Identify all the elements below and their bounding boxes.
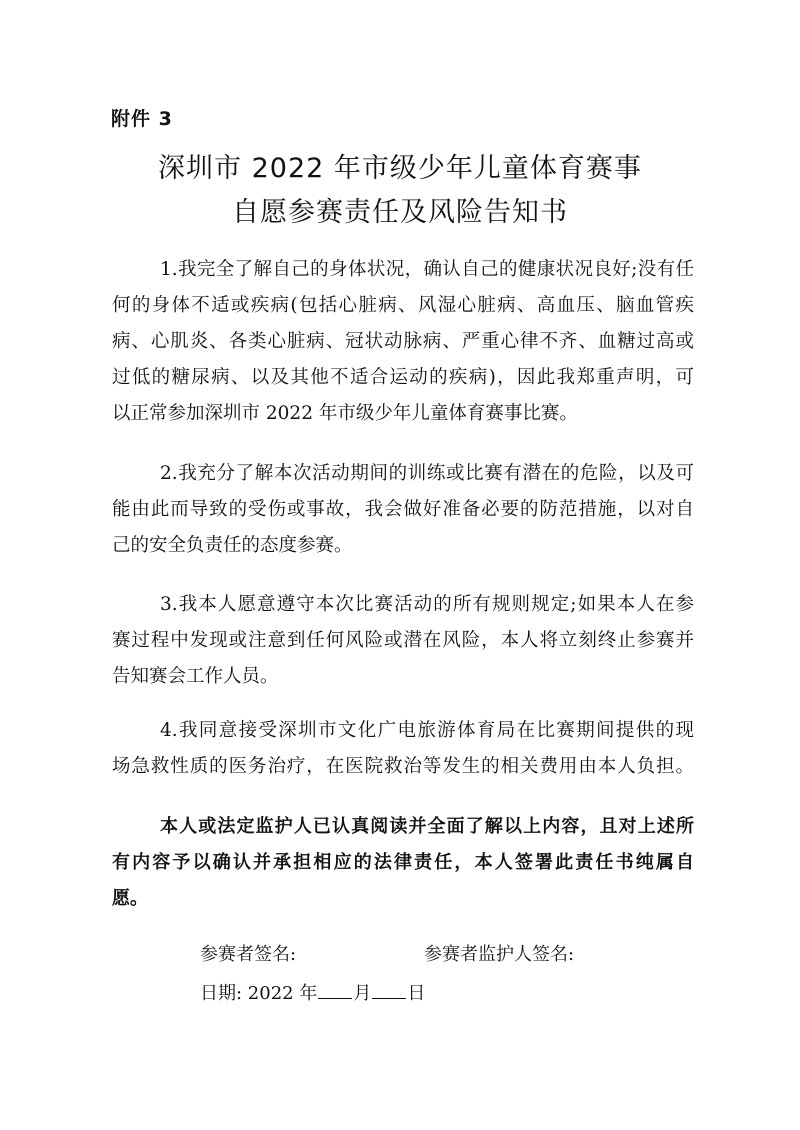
paragraph-1-line: 1.我完全了解自己的身体状况，确认自己的健康状况良好;没有任 — [160, 259, 694, 280]
paragraph-3-line: 赛过程中发现或注意到任何风险或潜在风险，本人将立刻终止参赛并 — [112, 630, 694, 651]
paragraph-2-line: 2.我充分了解本次活动期间的训练或比赛有潜在的危险，以及可 — [160, 463, 694, 484]
month-blank[interactable] — [318, 982, 352, 999]
participant-signature-label: 参赛者签名: — [200, 944, 297, 965]
attachment-label: 附件 3 — [111, 108, 173, 130]
paragraph-4-line: 4.我同意接受深圳市文化广电旅游体育局在比赛期间提供的现 — [160, 720, 694, 741]
declaration-line: 愿。 — [112, 888, 148, 909]
day-blank[interactable] — [372, 982, 406, 999]
paragraph-4-line: 场急救性质的医务治疗，在医院救治等发生的相关费用由本人负担。 — [112, 756, 694, 777]
paragraph-1-line: 以正常参加深圳市 2022 年市级少年儿童体育赛事比赛。 — [112, 403, 578, 424]
paragraph-1-line: 过低的糖尿病、以及其他不适合运动的疾病)，因此我郑重声明，可 — [112, 367, 694, 388]
paragraph-1-line: 病、心肌炎、各类心脏病、冠状动脉病、严重心律不齐、血糖过高或 — [112, 331, 694, 352]
document-title-line-1: 深圳市 2022 年市级少年儿童体育赛事 — [158, 153, 642, 184]
date-prefix: 日期: 2022 年 — [200, 983, 318, 1004]
day-label: 日 — [407, 983, 426, 1004]
paragraph-1-line: 何的身体不适或疾病(包括心脏病、风湿心脏病、高血压、脑血管疾 — [112, 295, 694, 316]
document-title-line-2: 自愿参赛责任及风险告知书 — [232, 197, 568, 228]
paragraph-3-line: 告知赛会工作人员。 — [112, 666, 279, 687]
guardian-signature-label: 参赛者监护人签名: — [424, 944, 575, 965]
declaration-line: 有内容予以确认并承担相应的法律责任，本人签署此责任书纯属自 — [112, 852, 694, 873]
paragraph-2-line: 己的安全负责任的态度参赛。 — [112, 535, 353, 556]
month-label: 月 — [353, 983, 372, 1004]
declaration-line: 本人或法定监护人已认真阅读并全面了解以上内容，且对上述所 — [160, 816, 694, 837]
paragraph-2-line: 能由此而导致的受伤或事故，我会做好准备必要的防范措施，以对自 — [112, 499, 694, 520]
date-line — [200, 979, 425, 1005]
paragraph-3-line: 3.我本人愿意遵守本次比赛活动的所有规则规定;如果本人在参 — [160, 594, 694, 615]
